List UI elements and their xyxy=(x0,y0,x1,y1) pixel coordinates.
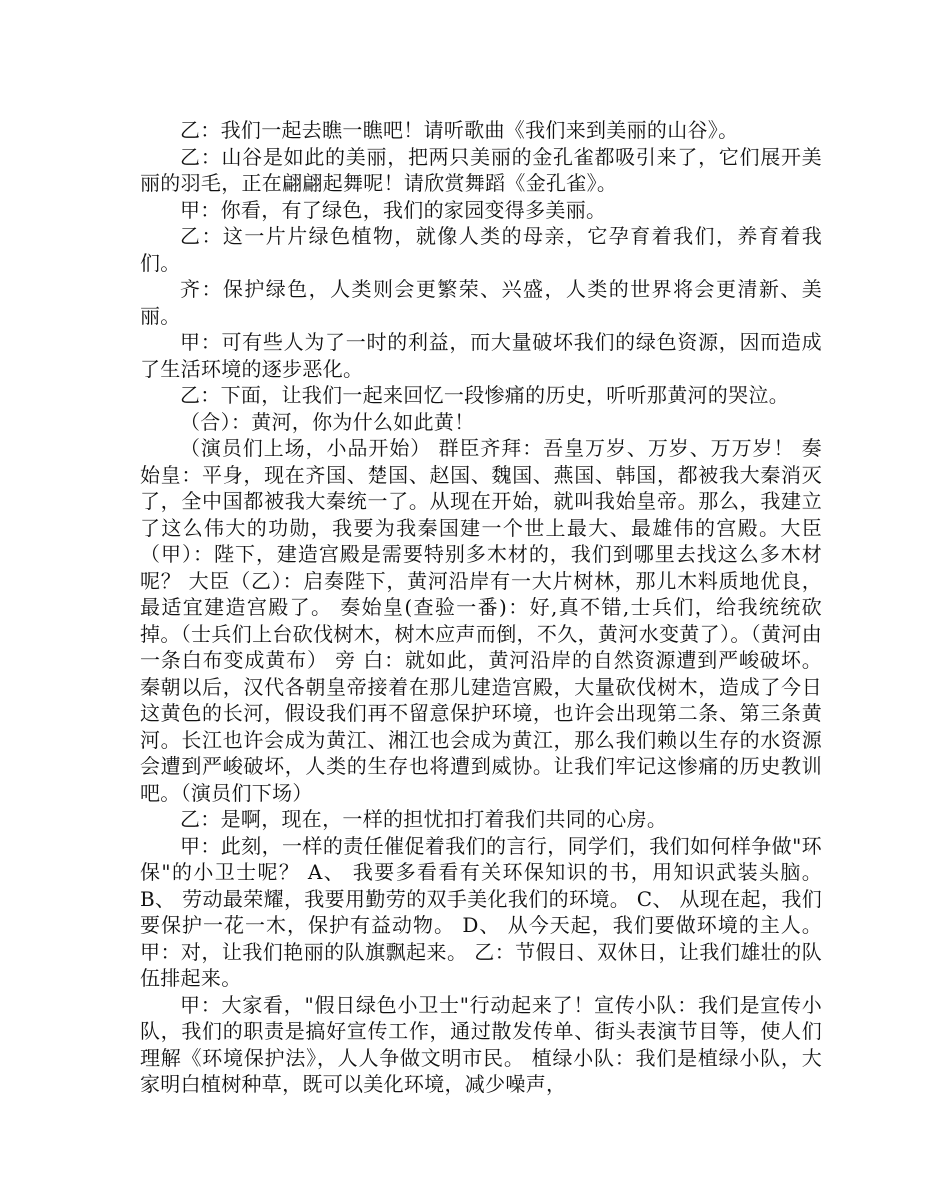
paragraph-5: 齐：保护绿色，人类则会更繁荣、兴盛，人类的世界将会更清新、美丽。 xyxy=(140,277,822,328)
paragraph-10: 乙：是啊，现在，一样的担忧扣打着我们共同的心房。 xyxy=(180,807,668,831)
paragraph-2: 乙：山谷是如此的美丽，把两只美丽的金孔雀都吸引来了，它们展开美丽的羽毛，正在翩翩起舞呢！请欣赏舞蹈《金孔雀》。 xyxy=(140,144,822,195)
paragraph-6: 甲：可有些人为了一时的利益，而大量破坏我们的绿色资源，因而造成了生活环境的逐步恶化。 xyxy=(140,330,822,381)
paragraph-7: 乙：下面，让我们一起来回忆一段惨痛的历史，听听那黄河的哭泣。 xyxy=(180,383,789,407)
paragraph-1: 乙：我们一起去瞧一瞧吧！请听歌曲《我们来到美丽的山谷》。 xyxy=(180,118,739,142)
paragraph-9: （演员们上场，小品开始） 群臣齐拜：吾皇万岁、万岁、万万岁！ 奏始皇：平身，现在齐国、楚国、赵国、魏国、燕国、韩国，都被我大秦消灭了，全中国都被我大秦统一了。从现在开始，就叫我始皇帝。那么，我建立了这么伟大的功勋，我要为我秦国建一个世上最大、最雄伟的宫殿。大臣（甲）：陛下，建造宫殿是需要特别多木材的，我们到哪里去找这么多木材呢？ 大臣（乙）：启奏陛下，黄河沿岸有一大片树林，那儿木料质地优良，最适宜建造宫殿了。 奏始皇(查验一番)：好,真不错,士兵们，给我统统砍掉。（士兵们上台砍伐树木，树木应声而倒，不久，黄河水变黄了）。（黄河由一条白布变成黄布） 旁 白：就如此，黄河沿岸的自然资源遭到严峻破坏。秦朝以后，汉代各朝皇帝接着在那儿建造宫殿，大量砍伐树木，造成了今日这黄色的长河，假设我们再不留意保护环境，也许会出现第二条、第三条黄河。长江也许会成为黄江、湘江也会成为黄江，那么我们赖以生存的水资源会遭到严峻破坏，人类的生存也将遭到威协。让我们牢记这惨痛的历史教训吧。（演员们下场） xyxy=(140,436,822,805)
paragraph-12: 甲：大家看，"假日绿色小卫士"行动起来了！宣传小队：我们是宣传小队，我们的职责是搞好宣传工作，通过散发传单、街头表演节目等，使人们理解《环境保护法》，人人争做文明市民。 植绿小队：我们是植绿小队，大家明白植树种草，既可以美化环境，减少噪声， xyxy=(140,992,822,1096)
document-page xyxy=(140,117,822,1098)
paragraph-3: 甲：你看，有了绿色，我们的家园变得多美丽。 xyxy=(180,197,607,222)
paragraph-8: （合）：黄河，你为什么如此黄！ xyxy=(180,409,475,434)
paragraph-11: 甲：此刻，一样的责任催促着我们的言行，同学们，我们如何样争做"环保"的小卫士呢？ A、 我要多看看有关环保知识的书，用知识武装头脑。 B、 劳动最荣耀，我要用勤劳的双手美化我们的环境。 C、 从现在起，我们要保护一花一木，保护有益动物。 D、 从今天起，我们要做环境的主人。 甲：对，让我们艳丽的队旗飘起来。 乙：节假日、双休日，让我们雄壮的队伍排起来。 xyxy=(140,833,822,990)
paragraph-4: 乙：这一片片绿色植物，就像人类的母亲，它孕育着我们，养育着我们。 xyxy=(140,224,822,275)
